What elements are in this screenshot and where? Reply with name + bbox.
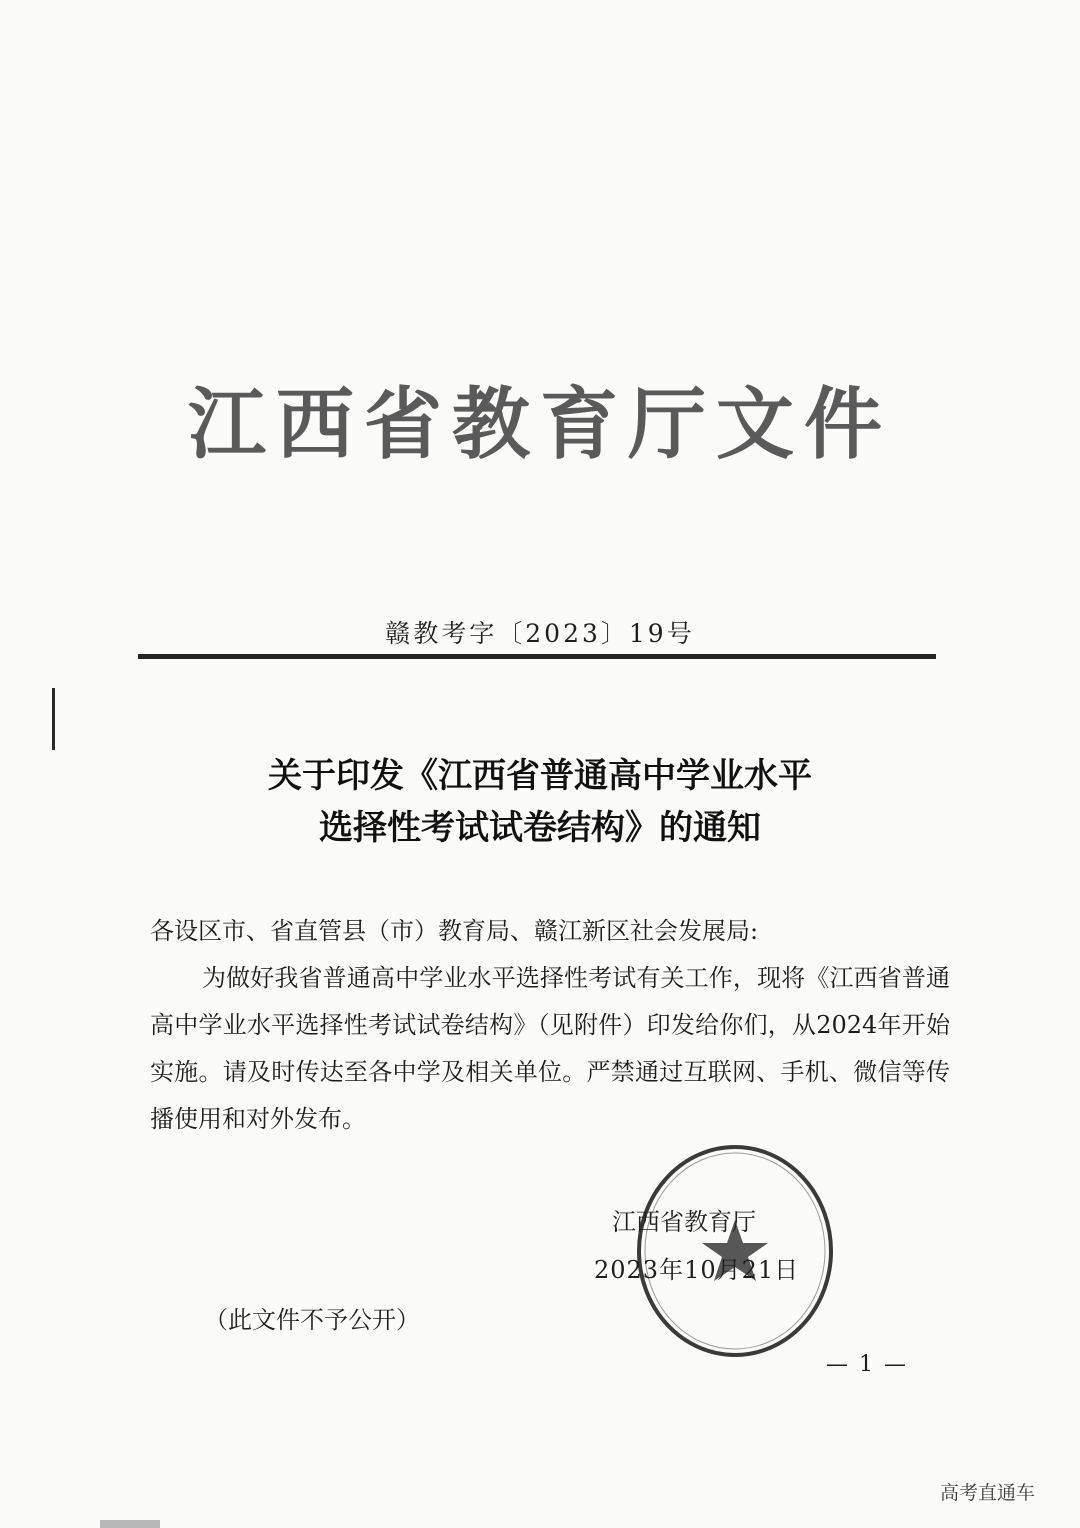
scan-margin-mark	[52, 688, 55, 750]
title-line: 选择性考试试卷结构》的通知	[319, 808, 761, 848]
header-divider	[138, 654, 936, 659]
title-line: 关于印发《江西省普通高中学业水平	[268, 756, 812, 796]
document-number: 赣教考字〔2023〕19号	[385, 619, 695, 648]
body-paragraph: 为做好我省普通高中学业水平选择性考试有关工作，现将《江西省普通高中学业水平选择性考试试卷结构》（见附件）印发给你们，从2024年开始实施。请及时传达至各中学及相关单位。严禁通过互联网、手机、微信等传播使用和对外发布。	[150, 964, 950, 1133]
scan-edge-mark	[100, 1520, 160, 1528]
signature-organization: 江西省教育厅	[612, 1208, 756, 1236]
page-number: — 1 —	[826, 1352, 908, 1377]
document-body	[150, 908, 950, 1143]
salutation: 各设区市、省直管县（市）教育局、赣江新区社会发展局:	[150, 917, 759, 945]
signature-date: 2023年10月21日	[594, 1256, 800, 1284]
confidential-note: （此文件不予公开）	[204, 1306, 420, 1334]
watermark: 高考直通车	[940, 1482, 1036, 1504]
document-header: 江西省教育厅文件	[187, 380, 892, 470]
document-title	[0, 750, 1080, 854]
